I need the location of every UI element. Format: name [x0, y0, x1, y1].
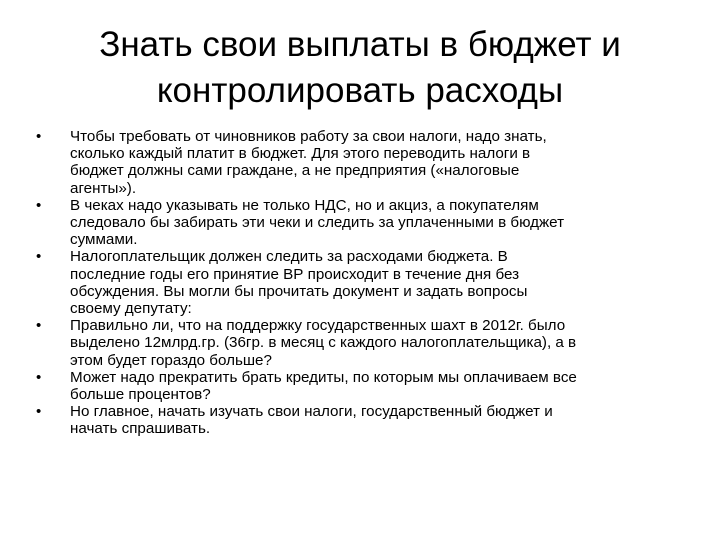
title-line: контролировать расходы [156, 71, 564, 110]
bullet-text-line: Но главное, начать изучать свои налоги, государственный бюджет и [70, 403, 553, 421]
bullet-text-line: Может надо прекратить брать кредиты, по которым мы оплачиваем все [70, 368, 577, 386]
bullet-dot-icon: • [36, 248, 42, 266]
bullet-item [36, 369, 686, 403]
bullet-text-line: суммами. [70, 231, 138, 249]
bullet-item [36, 248, 686, 317]
bullet-item [36, 128, 686, 197]
slide-title [40, 22, 680, 114]
bullet-dot-icon: • [36, 196, 42, 214]
bullet-text-line: следовало бы забирать эти чеки и следить за уплаченными в бюджет [70, 214, 565, 232]
bullet-list [36, 128, 686, 438]
bullet-text-line: выделено 12млрд.гр. (36гр. в месяц с каждого налогоплательщика), а в [70, 334, 577, 352]
bullet-text-line: своему депутату: [70, 300, 192, 318]
bullet-dot-icon: • [36, 368, 42, 386]
bullet-text-line: больше процентов? [70, 386, 211, 404]
bullet-dot-icon: • [36, 317, 42, 335]
bullet-text-line: обсуждения. Вы могли бы прочитать документ и задать вопросы [70, 282, 528, 300]
bullet-text-line: сколько каждый платит в бюджет. Для этого переводить налоги в [70, 145, 531, 163]
bullet-text-line: Правильно ли, что на поддержку государственных шахт в 2012г. было [70, 317, 566, 335]
bullet-text-line: этом будет гораздо больше? [70, 351, 272, 369]
bullet-text-line: бюджет должны сами граждане, а не предприятия («налоговые [70, 162, 520, 180]
bullet-dot-icon: • [36, 128, 42, 145]
bullet-item [36, 403, 686, 437]
bullet-item [36, 317, 686, 369]
bullet-text-line: агенты»). [70, 179, 137, 197]
bullet-text-line: Налогоплательщик должен следить за расходами бюджета. В [70, 248, 508, 266]
bullet-text-line: Чтобы требовать от чиновников работу за свои налоги, надо знать, [70, 128, 547, 145]
bullet-text-line: последние годы его принятие ВР происходит в течение дня без [70, 265, 520, 283]
bullet-text-line: начать спрашивать. [70, 420, 211, 438]
bullet-item [36, 197, 686, 249]
title-line: Знать свои выплаты в бюджет и [99, 25, 621, 64]
bullet-dot-icon: • [36, 403, 42, 421]
bullet-text-line: В чеках надо указывать не только НДС, но и акциз, а покупателям [70, 196, 539, 214]
